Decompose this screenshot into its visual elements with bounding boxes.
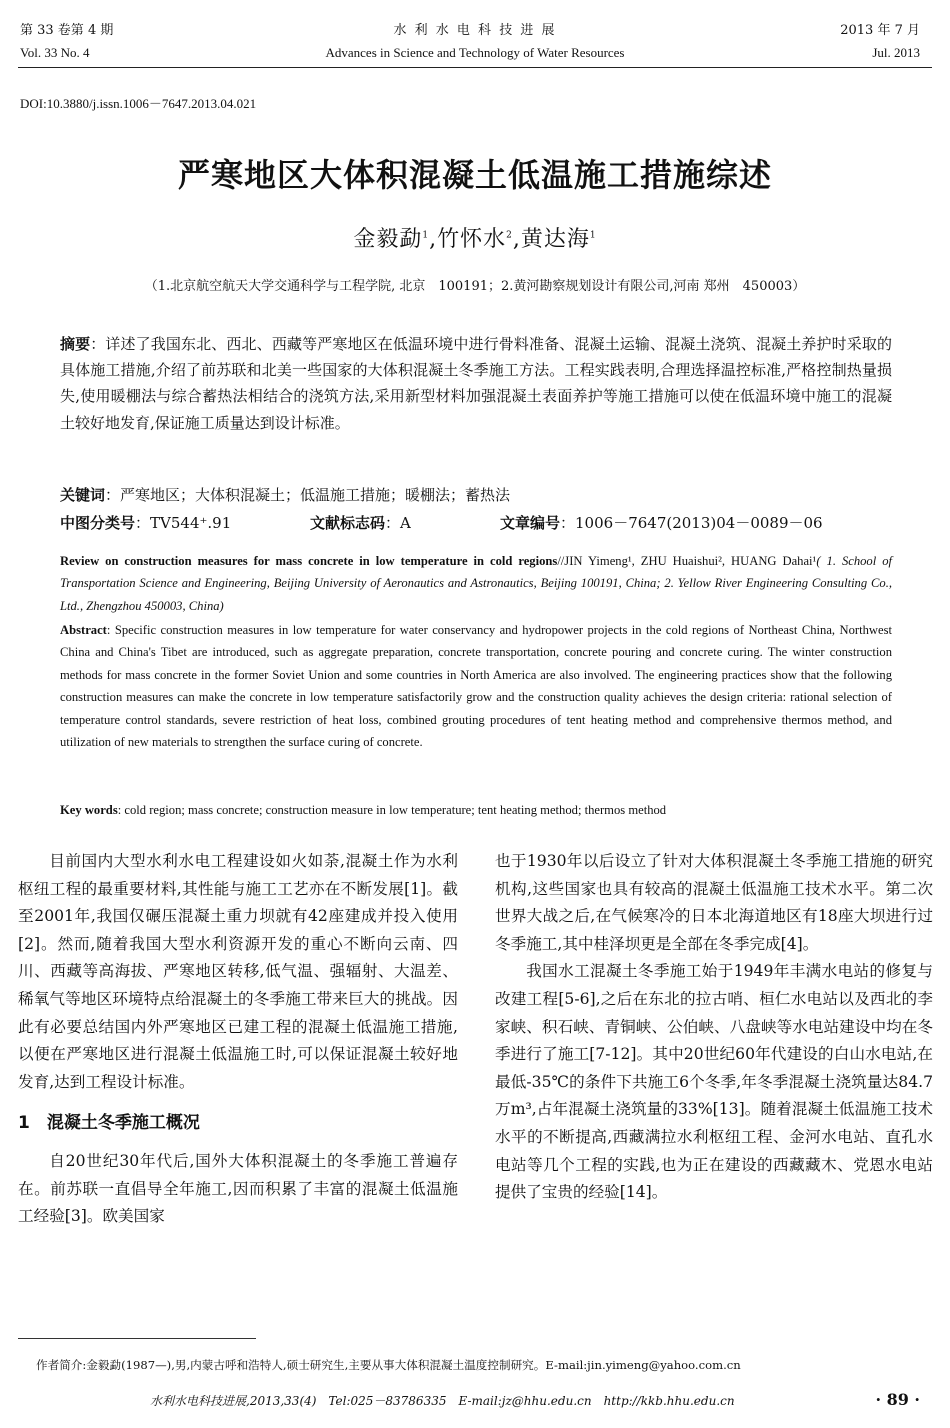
author-list <box>0 222 950 253</box>
body-right-column <box>495 848 933 1207</box>
english-abstract-label: Abstract <box>60 623 107 637</box>
body-paragraph: 我国水工混凝土冬季施工始于1949年丰满水电站的修复与改建工程[5-6],之后在东北的拉古哨、桓仁水电站以及西北的李家峡、积石峡、青铜峡、公伯峡、八盘峡等水电站建设中均在冬季进行了施工[7-12]。其中20世纪60年代建设的白山水电站,在最低-35℃的条件下共施工6个冬季,年冬季混凝土浇筑量达84.7万m³,占年混凝土浇筑量的33%[13]。随着混凝土低温施工技术水平的不断提高,西藏满拉水利枢纽工程、金河水电站、直孔水电站等几个工程的实践,也为正在建设的西藏藏木、党恩水电站提供了宝贵的经验[14]。 <box>495 962 933 1202</box>
english-keywords-text: : cold region; mass concrete; construction measure in low temperature; tent heating method; thermos method <box>117 803 667 817</box>
body-paragraph: 自20世纪30年代后,国外大体积混凝土的冬季施工普遍存在。前苏联一直倡导全年施工,因而积累了丰富的混凝土低温施工经验[3]。欧美国家 <box>18 1151 458 1226</box>
paper-title: 严寒地区大体积混凝土低温施工措施综述 <box>177 156 772 194</box>
keywords-cn <box>60 482 892 508</box>
author-name: 金毅勐 <box>353 227 423 252</box>
english-authors: //JIN Yimeng¹, ZHU Huaishui², HUANG Dahai¹ <box>557 554 817 568</box>
journal-name-cn: 水 利 水 电 科 技 进 展 <box>393 23 557 38</box>
header-rule <box>18 67 932 68</box>
author-footnote: 作者简介:金毅勐(1987—),男,内蒙古呼和浩特人,硕士研究生,主要从事大体积混凝土温度控制研究。E-mail:jin.yimeng@yahoo.com.cn <box>36 1358 741 1372</box>
author-separator: , <box>512 227 521 252</box>
journal-name-en: Advances in Science and Technology of Water Resources <box>325 45 625 60</box>
author-affil-mark: 1 <box>422 230 430 241</box>
author-name: 竹怀水 <box>437 227 507 252</box>
abstract-label: 摘要 <box>60 335 91 353</box>
author-separator: , <box>429 227 438 252</box>
keywords-label: 关键词 <box>60 486 106 504</box>
english-abstract <box>60 619 892 753</box>
journal-issue-cn: 第 33 卷第 4 期 <box>20 23 114 38</box>
section-heading: 1 混凝土冬季施工概况 <box>18 1113 200 1134</box>
page-number: · 89 · <box>875 1390 920 1409</box>
english-abstract-text: : Specific construction measures in low temperature for water conservancy and hydropower projects in the cold regions of Northeast China, Northwest China and China's Tibet are introduced, such as aggregate preparation, concrete transportation, concrete pouring and concrete curing. The winter construction methods for mass concrete in the former Soviet Union and some countries in North America are also involved. The engineering practices show that the following construction measures can make the concrete in low temperature satisfactorily grow and the construction quality achieves the design criteria: rational selection of temperature control standards, severe restriction of heat loss, combined grouting procedures of tent heating method and comprehensive thermos method, and utilization of new materials to strengthen the surface curing of concrete. <box>60 623 892 750</box>
issue-date-cn: 2013 年 7 月 <box>840 23 920 38</box>
classification-line <box>60 510 892 536</box>
author-affil-mark: 1 <box>589 230 597 241</box>
english-header <box>60 550 892 617</box>
abstract-cn <box>60 331 892 436</box>
article-no-value: ：1006－7647(2013)04－0089－06 <box>560 514 823 532</box>
footer-citation: 水利水电科技进展,2013,33(4) Tel:025－83786335 E-mail:jz@hhu.edu.cn http://kkb.hhu.edu.cn <box>150 1394 735 1408</box>
english-title: Review on construction measures for mass concrete in low temperature in cold regions <box>60 554 558 568</box>
article-no-label: 文章编号 <box>500 514 561 532</box>
keywords-text: ：严寒地区；大体积混凝土；低温施工措施；暖棚法；蓄热法 <box>105 486 511 504</box>
english-keywords-label: Key words <box>60 803 118 817</box>
footnote-rule <box>18 1338 256 1339</box>
doc-code-value: ：A <box>385 514 411 532</box>
doi: DOI:10.3880/j.issn.1006－7647.2013.04.021 <box>20 96 257 111</box>
abstract-text: ：详述了我国东北、西北、西藏等严寒地区在低温环境中进行骨料准备、混凝土运输、混凝土浇筑、混凝土养护时采取的具体施工措施,介绍了前苏联和北美一些国家的大体积混凝土冬季施工方法。工程实践表明,合理选择温控标准,严格控制热量损失,使用暖棚法与综合蓄热法相结合的浇筑方法,采用新型材料加强混凝土表面养护等施工措施可以使在低温环境中施工的混凝土较好地发育,保证施工质量达到设计标准。 <box>60 335 892 432</box>
doc-code-label: 文献标志码 <box>310 514 386 532</box>
clc-value: ：TV544⁺.91 <box>135 514 232 532</box>
english-affiliation: ( 1. School of Transportation Science and Engineering, Beijing University of Aeronautics and Astronautics, Beijing 100191, China; 2. Yellow River Engineering Consulting Co., Ltd., Zhengzhou 450003, China) <box>60 554 892 613</box>
body-paragraph: 目前国内大型水利水电工程建设如火如荼,混凝土作为水利枢纽工程的最重要材料,其性能与施工工艺亦在不断发展[1]。截至2001年,我国仅碾压混凝土重力坝就有42座建成并投入使用[2]。然而,随着我国大型水利资源开发的重心不断向云南、四川、西藏等高海拔、严寒地区转移,低气温、强辐射、大温差、稀氧气等地区环境特点给混凝土的冬季施工带来巨大的挑战。因此有必要总结国内外严寒地区已建工程的混凝土低温施工措施,以便在严寒地区进行混凝土低温施工时,可以保证混凝土较好地发育,达到工程设计标准。 <box>18 852 458 1091</box>
journal-issue-en: Vol. 33 No. 4 <box>20 45 90 60</box>
body-paragraph: 也于1930年以后设立了针对大体积混凝土冬季施工措施的研究机构,这些国家也具有较高的混凝土低温施工技术水平。第二次世界大战之后,在气候寒冷的日本北海道地区有18座大坝进行过冬季施工,其中桂泽坝更是全部在冬季完成[4]。 <box>495 852 933 953</box>
english-keywords <box>60 799 892 821</box>
author-affil-mark: 2 <box>506 230 513 241</box>
affiliation: （1.北京航空航天大学交通科学与工程学院, 北京 100191；2.黄河勘察规划设计有限公司,河南 郑州 450003） <box>144 279 806 294</box>
author-name: 黄达海 <box>520 227 590 252</box>
clc-label: 中图分类号 <box>60 514 136 532</box>
body-left-column <box>18 848 458 1231</box>
issue-date-en: Jul. 2013 <box>872 45 920 60</box>
